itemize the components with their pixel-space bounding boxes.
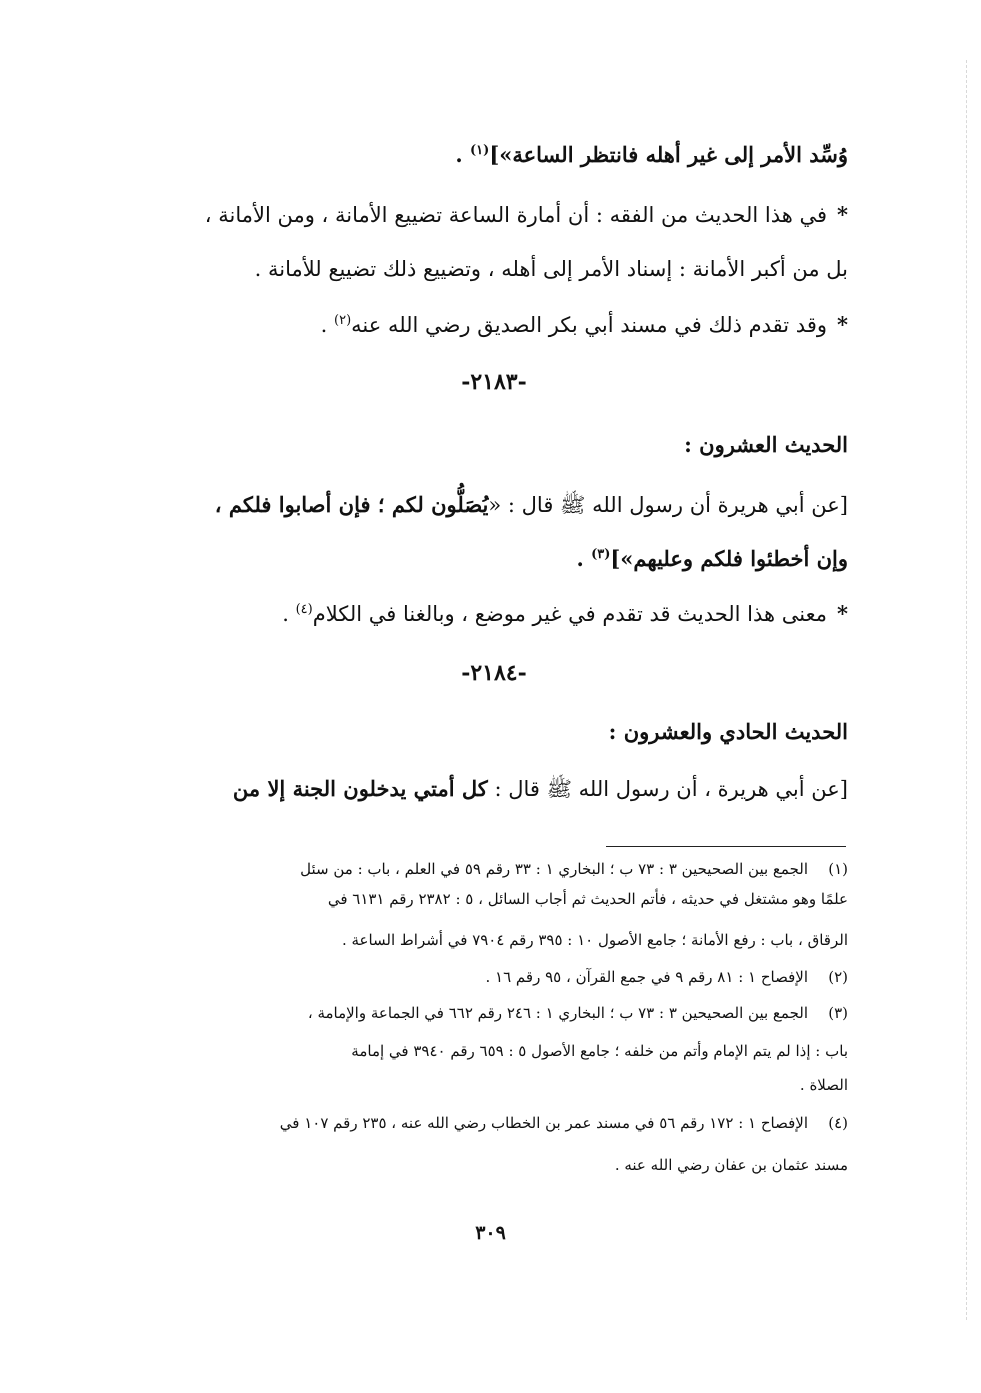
footnote-4-line-1 bbox=[140, 1108, 848, 1138]
footnote-ref: (٢) bbox=[334, 313, 352, 328]
scan-edge bbox=[965, 60, 967, 1320]
text-line-10 bbox=[140, 772, 848, 806]
hadith-number-2183: -٢١٨٣- bbox=[461, 369, 527, 395]
footnote-text: الإفصاح ١ : ٨١ رقم ٩ في جمع القرآن ، ٩٥ رقم ١٦ . bbox=[485, 968, 808, 986]
isnad-text: [عن أبي هريرة ، أن رسول الله ﷺ قال : bbox=[487, 777, 848, 801]
commentary-text: معنى هذا الحديث قد تقدم في غير موضع ، وبالغنا في الكلام bbox=[312, 602, 828, 626]
footnote-text: الجمع بين الصحيحين ٣ : ٧٣ ب ؛ البخاري ١ : ٣٣ رقم ٥٩ في العلم ، باب : من سئل bbox=[300, 860, 808, 878]
hadith-heading-21: الحديث الحادي والعشرون : bbox=[608, 719, 848, 744]
text-line-4 bbox=[140, 308, 848, 342]
matn-text: يُصَلُّون لكم ؛ فإن أصابوا فلكم ، bbox=[214, 492, 489, 517]
footnote-number: (٢) bbox=[828, 968, 848, 986]
hadith-heading-20: الحديث العشرون : bbox=[684, 432, 848, 457]
footnote-ref: (١) bbox=[470, 143, 490, 158]
text-line-6 bbox=[140, 488, 848, 522]
text-line-8 bbox=[140, 597, 848, 631]
punct: . bbox=[320, 313, 334, 337]
footnote-ref: (٣) bbox=[591, 547, 611, 562]
footnote-number: (١) bbox=[828, 860, 848, 878]
commentary-text: وقد تقدم ذلك في مسند أبي بكر الصديق رضي الله عنه bbox=[351, 313, 828, 337]
footnote-2 bbox=[140, 962, 848, 992]
page-number: ٣٠٩ bbox=[475, 1222, 506, 1244]
footnote-text: الجمع بين الصحيحين ٣ : ٧٣ ب ؛ البخاري ١ : ٢٤٦ رقم ٦٦٢ في الجماعة والإمامة ، bbox=[307, 1004, 808, 1022]
isnad-text: [عن أبي هريرة أن رسول الله ﷺ قال : « bbox=[488, 493, 848, 517]
matn-text: وإن أخطئوا فلكم وعليهم»] bbox=[610, 546, 848, 571]
text-line-3: بل من أكبر الأمانة : إسناد الأمر إلى أهله ، وتضييع ذلك تضييع للأمانة . bbox=[254, 257, 848, 281]
footnote-number: (٣) bbox=[828, 1004, 848, 1022]
matn-text: كل أمتي يدخلون الجنة إلا من bbox=[232, 776, 488, 801]
punct: . bbox=[455, 142, 471, 167]
footnote-4-line-2: مسند عثمان بن عفان رضي الله عنه . bbox=[614, 1156, 848, 1174]
footnote-ref: (٤) bbox=[295, 602, 313, 617]
footnote-text: الإفصاح ١ : ١٧٢ رقم ٥٦ في مسند عمر بن الخطاب رضي الله عنه ، ٢٣٥ رقم ١٠٧ في bbox=[279, 1114, 808, 1132]
asterisk-icon: * bbox=[837, 312, 848, 337]
punct: . bbox=[282, 602, 296, 626]
footnote-3-line-1 bbox=[140, 998, 848, 1028]
footnote-3-line-3: الصلاة . bbox=[799, 1076, 848, 1094]
text-line-1 bbox=[140, 138, 848, 172]
hadith-number-2184: -٢١٨٤- bbox=[461, 660, 527, 686]
footnote-1-line-2: علمًا وهو مشتغل في حديثه ، فأتم الحديث ثم أجاب السائل ، ٥ : ٢٣٨٢ رقم ٦١٣١ في bbox=[327, 890, 848, 908]
footnote-1-line-3: الرقاق ، باب : رفع الأمانة ؛ جامع الأصول ١٠ : ٣٩٥ رقم ٧٩٠٤ في أشراط الساعة . bbox=[341, 931, 848, 949]
footnote-1-line-1 bbox=[140, 854, 848, 884]
punct: . bbox=[576, 546, 592, 571]
asterisk-icon: * bbox=[837, 601, 848, 626]
text-line-2 bbox=[140, 198, 848, 232]
quote-end: وُسِّد الأمر إلى غير أهله فانتظر الساعة»] bbox=[489, 142, 848, 167]
commentary-text: في هذا الحديث من الفقه : أن أمارة الساعة تضييع الأمانة ، ومن الأمانة ، bbox=[204, 203, 828, 227]
asterisk-icon: * bbox=[837, 202, 848, 227]
footnote-3-line-2: باب : إذا لم يتم الإمام وأتم من خلفه ؛ جامع الأصول ٥ : ٦٥٩ رقم ٣٩٤٠ في إمامة bbox=[351, 1042, 848, 1060]
footnote-separator bbox=[606, 846, 846, 847]
text-line-7 bbox=[140, 542, 848, 576]
footnote-number: (٤) bbox=[828, 1114, 848, 1132]
